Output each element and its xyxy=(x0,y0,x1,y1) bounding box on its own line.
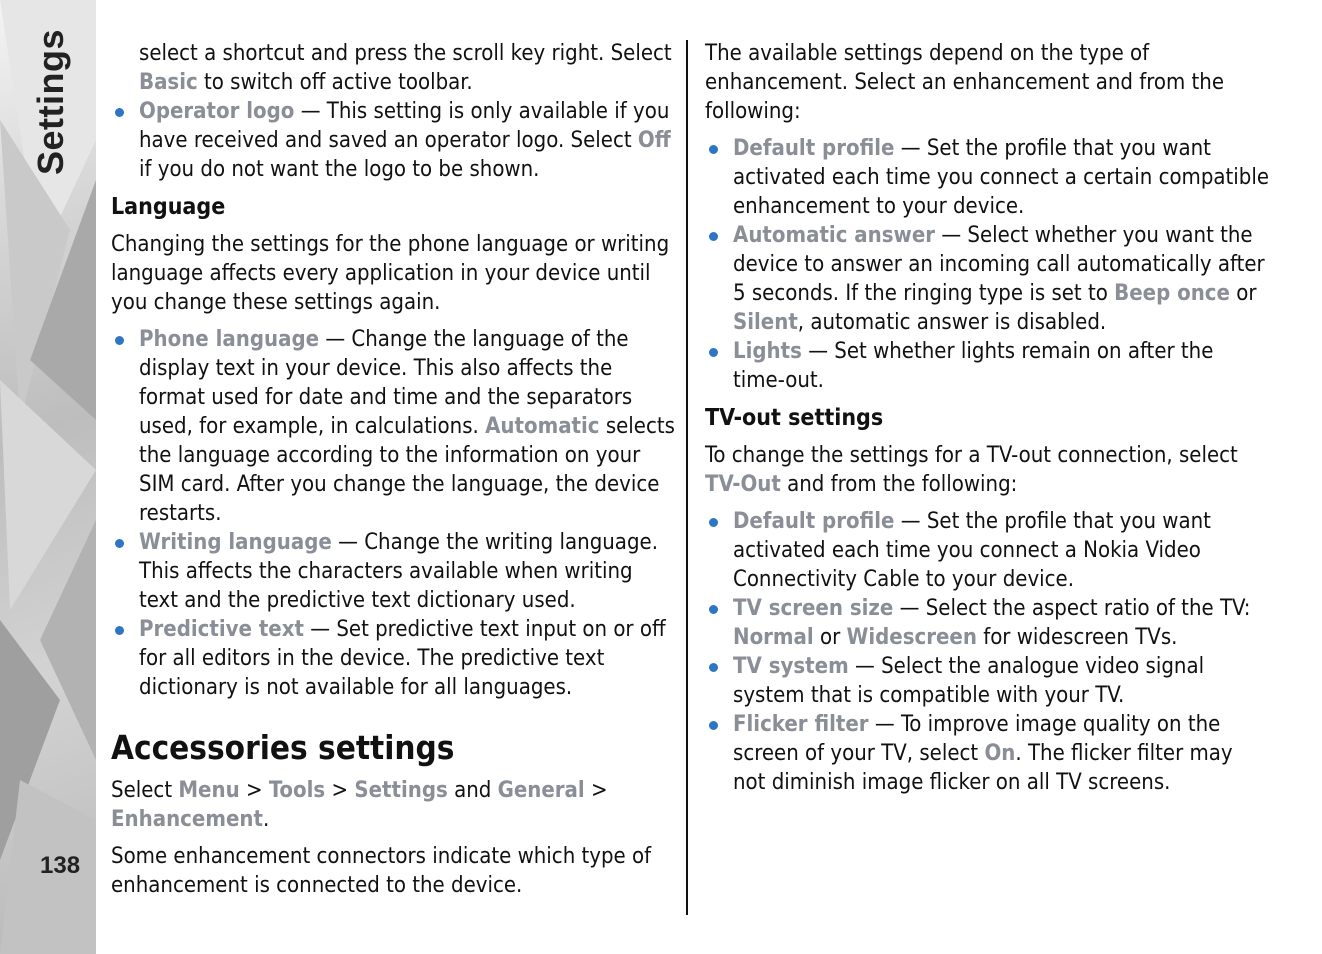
list-item: Operator logo — This setting is only available if you have received and saved an operator logo. Select Off if you do not want the logo to be shown. xyxy=(111,97,676,184)
option-term: Basic xyxy=(139,70,198,95)
option-term: Normal xyxy=(733,625,814,650)
page-heading: Accessories settings xyxy=(111,728,455,767)
option-term: Off xyxy=(637,128,671,153)
right-column xyxy=(705,39,1270,797)
bullet-icon xyxy=(115,626,124,635)
setting-term: Lights xyxy=(733,339,802,364)
setting-term: Default profile xyxy=(733,136,895,161)
bullet-icon xyxy=(115,539,124,548)
list-item: TV screen size — Select the aspect ratio of the TV: Normal or Widescreen for widescreen TVs. xyxy=(705,594,1270,652)
bullet-icon xyxy=(115,336,124,345)
menu-term: General xyxy=(497,778,585,803)
setting-term: Default profile xyxy=(733,509,895,534)
section-heading: TV-out settings xyxy=(705,405,884,431)
list-item: Writing language — Change the writing language. This affects the characters available when writing text and the predictive text dictionary used. xyxy=(111,528,676,615)
left-column xyxy=(111,39,676,900)
list-item: select a shortcut and press the scroll key right. Select Basic to switch off active toolbar. xyxy=(139,41,672,95)
bullet-icon xyxy=(709,721,718,730)
bullet-icon xyxy=(709,232,718,241)
list-item: Flicker filter — To improve image quality on the screen of your TV, select On. The flicker filter may not diminish image flicker on all TV screens. xyxy=(705,710,1270,797)
list-item: Phone language — Change the language of the display text in your device. This also affects the format used for date and time and the separators used, for example, in calculations. Automatic selects the language according to the information on your SIM card. After you change the language, the device restarts. xyxy=(111,325,676,528)
bullet-icon xyxy=(709,605,718,614)
option-term: Automatic xyxy=(485,414,600,439)
list-item: Default profile — Set the profile that you want activated each time you connect a Nokia Video Connectivity Cable to your device. xyxy=(705,507,1270,594)
menu-term: Tools xyxy=(268,778,326,803)
setting-term: Writing language xyxy=(139,530,332,555)
option-term: Silent xyxy=(733,310,798,335)
option-term: TV-Out xyxy=(705,472,781,497)
list-item: Lights — Set whether lights remain on after the time-out. xyxy=(705,337,1270,395)
menu-term: Settings xyxy=(354,778,448,803)
menu-term: Menu xyxy=(178,778,240,803)
paragraph: The available settings depend on the type of enhancement. Select an enhancement and from the following: xyxy=(705,41,1225,124)
setting-term: TV system xyxy=(733,654,849,679)
option-term: Beep once xyxy=(1114,281,1230,306)
menu-term: Enhancement xyxy=(111,807,263,832)
section-title: Settings xyxy=(30,28,71,175)
bullet-icon xyxy=(709,518,718,527)
menu-path: Select Menu > Tools > Settings and General > Enhancement. xyxy=(111,778,608,832)
paragraph: Some enhancement connectors indicate which type of enhancement is connected to the device. xyxy=(111,844,652,898)
list-item: Default profile — Set the profile that you want activated each time you connect a certain compatible enhancement to your device. xyxy=(705,134,1270,221)
bullet-icon xyxy=(709,145,718,154)
option-term: Widescreen xyxy=(846,625,977,650)
page-number: 138 xyxy=(40,852,81,879)
bullet-icon xyxy=(115,108,124,117)
option-term: On xyxy=(984,741,1016,766)
list-item: Automatic answer — Select whether you want the device to answer an incoming call automatically after 5 seconds. If the ringing type is set to Beep once or Silent, automatic answer is disabled. xyxy=(705,221,1270,337)
setting-term: Predictive text xyxy=(139,617,304,642)
section-heading: Language xyxy=(111,194,226,220)
setting-term: Phone language xyxy=(139,327,320,352)
bullet-icon xyxy=(709,348,718,357)
setting-term: Operator logo xyxy=(139,99,295,124)
setting-term: Automatic answer xyxy=(733,223,936,248)
paragraph: To change the settings for a TV-out connection, select TV-Out and from the following: xyxy=(705,443,1238,497)
column-divider xyxy=(686,40,688,915)
list-item: Predictive text — Set predictive text input on or off for all editors in the device. The predictive text dictionary is not available for all languages. xyxy=(111,615,676,702)
setting-term: TV screen size xyxy=(733,596,894,621)
list-item: TV system — Select the analogue video signal system that is compatible with your TV. xyxy=(705,652,1270,710)
setting-term: Flicker filter xyxy=(733,712,869,737)
section-sidebar xyxy=(0,0,96,954)
bullet-icon xyxy=(709,663,718,672)
paragraph: Changing the settings for the phone language or writing language affects every application in your device until you change these settings again. xyxy=(111,232,670,315)
